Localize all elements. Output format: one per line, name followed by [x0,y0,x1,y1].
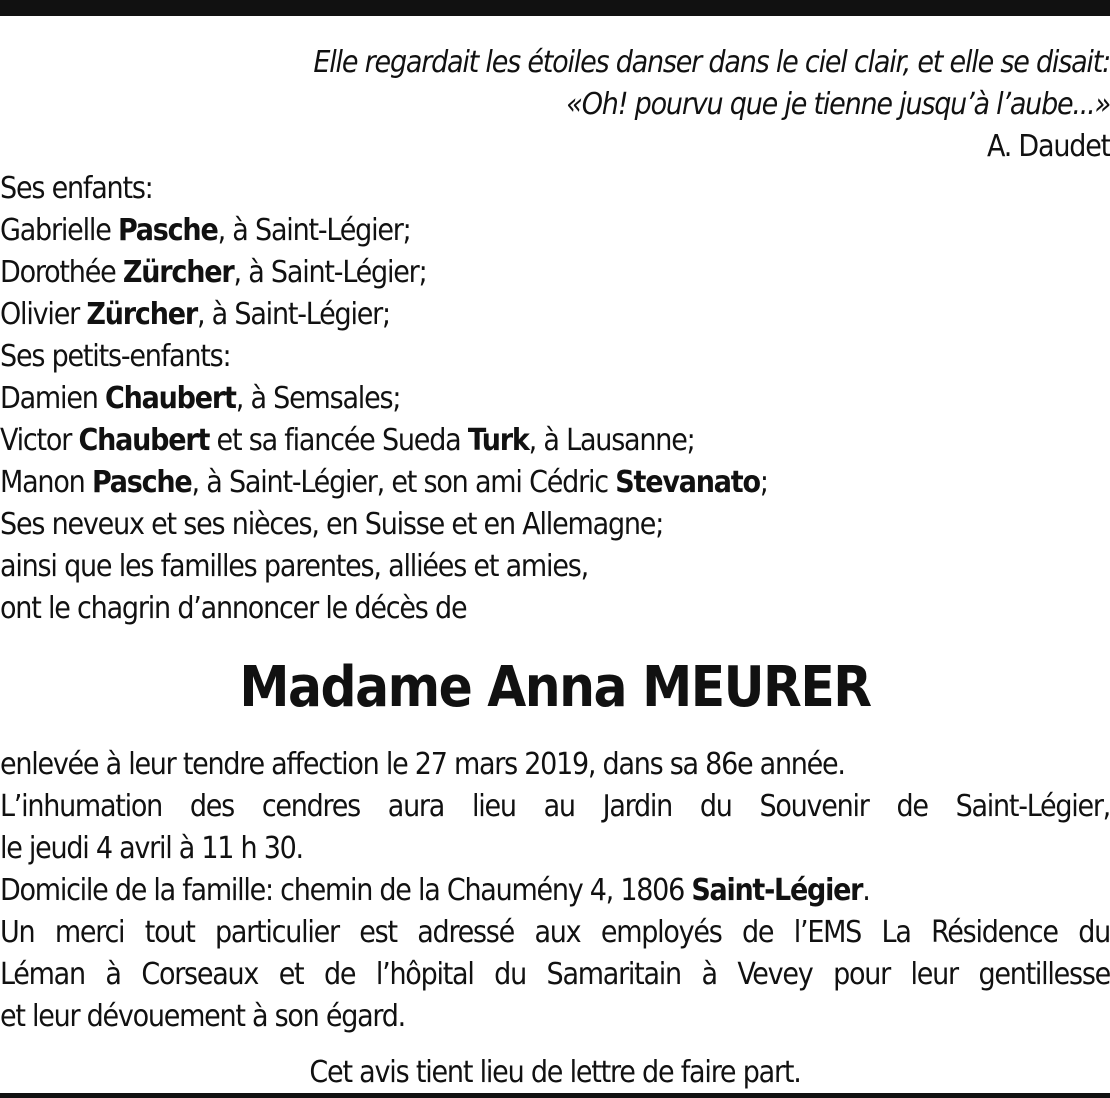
domicile-period: . [862,873,870,908]
child-residence: , à Saint-Légier; [196,297,390,332]
top-border-rule [0,0,1110,16]
child-residence: , à Saint-Légier; [217,213,411,248]
child-surname: Zürcher [86,297,197,332]
child-surname: Pasche [117,213,218,248]
domicile-line [0,870,1110,912]
epigraph-line-1: Elle regardait les étoiles danser dans le ciel clair, et elle se disait: [313,45,1110,80]
child-entry [0,252,1110,294]
partner-text: , à Saint-Légier, et son ami Cédric [191,465,616,500]
grandchild-first-name: Victor [0,423,79,458]
domicile-city: Saint-Légier [691,873,863,908]
families-line: ainsi que les familles parentes, alliées et amies, [0,549,588,584]
child-entry [0,210,1110,252]
nephews-line: Ses neveux et ses nièces, en Suisse et en Allemagne; [0,507,664,542]
grandchild-residence: , à Lausanne; [528,423,695,458]
grandchild-entry [0,378,1110,420]
thanks-line-2: Léman à Corseaux et de l’hôpital du Samaritain à Vevey pour leur gentillesse [0,957,1110,992]
domicile-address: Domicile de la famille: chemin de la Chaumény 4, 1806 [0,873,692,908]
epigraph-line-2: «Oh! pourvu que je tienne jusqu’à l’aube...» [566,87,1110,122]
partner-surname: Stevanato [615,465,760,500]
child-surname: Zürcher [122,255,234,290]
family-list [0,168,1110,630]
burial-line: L’inhumation des cendres aura lieu au Jardin du Souvenir de Saint-Légier, [0,789,1110,824]
bottom-border-rule [0,1093,1110,1098]
grandchild-entry [0,420,1110,462]
burial-date-line: le jeudi 4 avril à 11 h 30. [0,831,303,866]
grandchild-entry [0,462,1110,504]
epigraph-author: A. Daudet [986,129,1110,164]
grandchild-surname: Pasche [91,465,192,500]
child-first-name: Gabrielle [0,213,118,248]
deceased-name: Madame Anna MEURER [239,655,871,720]
death-date-line: enlevée à leur tendre affection le 27 mars 2019, dans sa 86e année. [0,747,845,782]
announcement-line: ont le chagrin d’annoncer le décès de [0,591,467,626]
thanks-line-3: et leur dévouement à son égard. [0,999,405,1034]
partner-surname: Turk [467,423,529,458]
grandchild-residence: , à Semsales; [235,381,401,416]
thanks-line-1: Un merci tout particulier est adressé aux employés de l’EMS La Résidence du [0,915,1110,950]
grandchild-first-name: Damien [0,381,106,416]
grandchildren-heading: Ses petits-enfants: [0,339,231,374]
notice-details [0,744,1110,1038]
grandchild-first-name: Manon [0,465,92,500]
partner-text: et sa fiancée Sueda [209,423,468,458]
grandchild-surname: Chaubert [105,381,236,416]
grandchild-residence: ; [759,465,768,500]
child-entry [0,294,1110,336]
child-first-name: Dorothée [0,255,123,290]
epigraph [0,42,1110,168]
grandchild-surname: Chaubert [78,423,210,458]
closing-note: Cet avis tient lieu de lettre de faire part. [309,1055,801,1090]
obituary-notice [0,42,1110,1094]
child-residence: , à Saint-Légier; [233,255,427,290]
child-first-name: Olivier [0,297,87,332]
children-heading: Ses enfants: [0,171,153,206]
